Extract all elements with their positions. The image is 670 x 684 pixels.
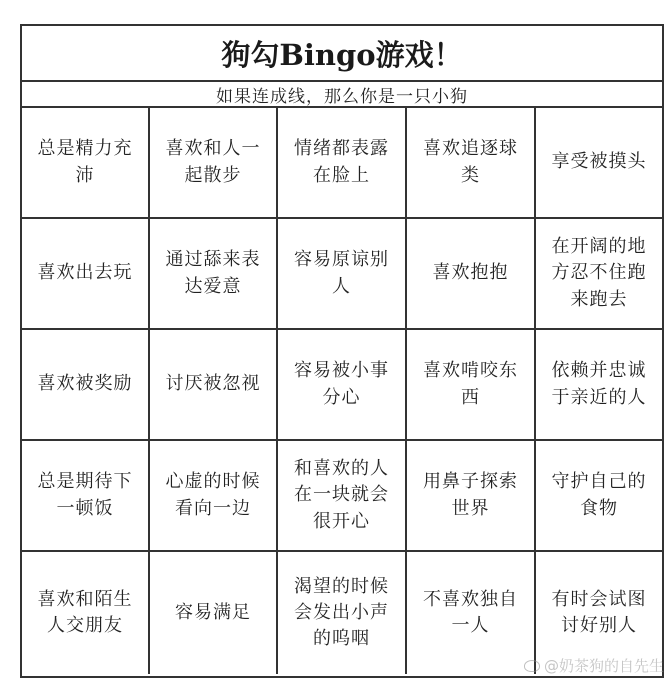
bingo-cell[interactable]: 享受被摸头 [536,108,662,219]
bingo-cell[interactable]: 和喜欢的人在一块就会很开心 [278,441,407,552]
bingo-cell[interactable]: 容易被小事分心 [278,330,407,441]
bingo-cell[interactable]: 总是期待下一顿饭 [22,441,150,552]
bingo-cell[interactable]: 通过舔来表达爱意 [150,219,278,330]
bingo-cell[interactable]: 守护自己的食物 [536,441,662,552]
bingo-cell[interactable]: 讨厌被忽视 [150,330,278,441]
bingo-cell[interactable]: 喜欢和陌生人交朋友 [22,552,150,674]
bingo-cell[interactable]: 喜欢抱抱 [407,219,536,330]
bingo-cell[interactable]: 总是精力充沛 [22,108,150,219]
weibo-icon [524,660,540,672]
card-subtitle: 如果连成线，那么你是一只小狗 [22,80,662,108]
bingo-cell[interactable]: 喜欢和人一起散步 [150,108,278,219]
watermark-text: @奶茶狗的自先生 [543,657,664,675]
bingo-cell[interactable]: 依赖并忠诚于亲近的人 [536,330,662,441]
bingo-cell[interactable]: 心虚的时候看向一边 [150,441,278,552]
bingo-cell[interactable]: 容易满足 [150,552,278,674]
bingo-cell[interactable]: 用鼻子探索世界 [407,441,536,552]
bingo-cell[interactable]: 喜欢被奖励 [22,330,150,441]
bingo-cell[interactable]: 喜欢出去玩 [22,219,150,330]
bingo-cell[interactable]: 容易原谅别人 [278,219,407,330]
bingo-cell[interactable]: 有时会试图讨好别人 [551,588,647,636]
bingo-cell[interactable]: 渴望的时候会发出小声的呜咽 [278,552,407,674]
bingo-grid [22,108,662,674]
bingo-cell[interactable]: 不喜欢独自一人 [407,552,536,674]
bingo-card [20,24,664,678]
bingo-cell[interactable]: 在开阔的地方忍不住跑来跑去 [536,219,662,330]
bingo-cell[interactable]: 喜欢啃咬东西 [407,330,536,441]
card-title: 狗勾Bingo游戏！ [221,37,463,72]
watermark [524,655,664,676]
bingo-cell[interactable]: 喜欢追逐球类 [407,108,536,219]
bingo-cell[interactable]: 情绪都表露在脸上 [278,108,407,219]
